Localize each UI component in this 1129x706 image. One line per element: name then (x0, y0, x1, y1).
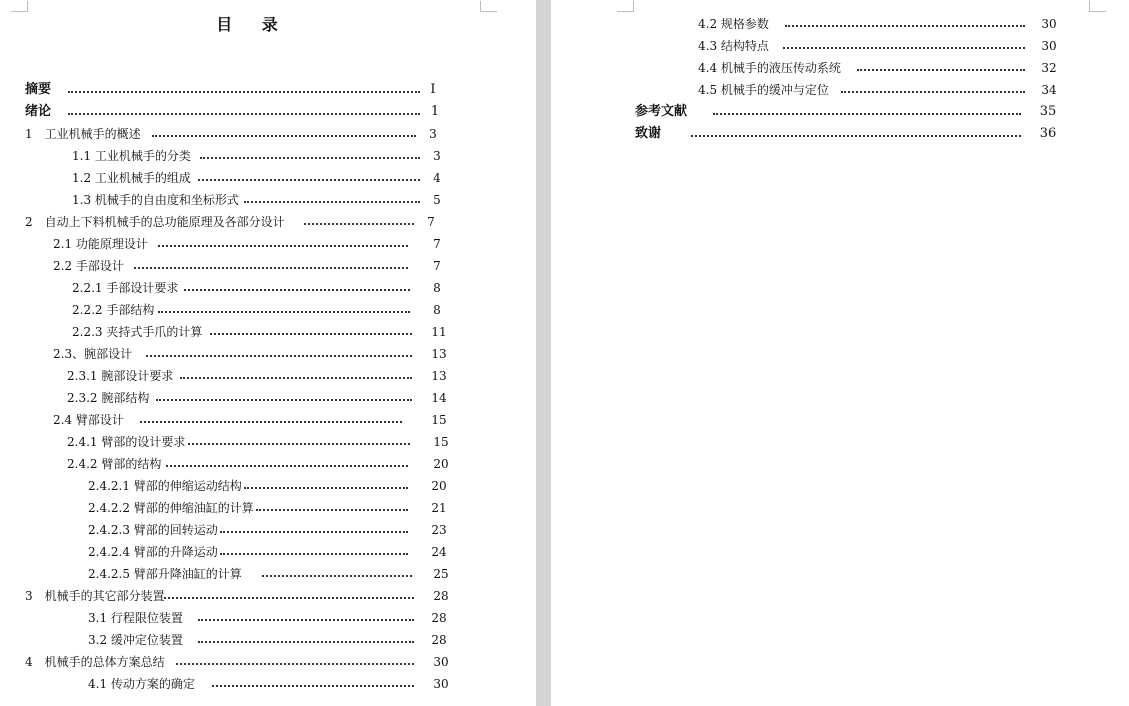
toc-dot-leader (713, 113, 1021, 115)
toc-entry[interactable] (53, 343, 454, 365)
toc-entry-page-number: 28 (433, 589, 449, 603)
toc-dot-leader (184, 289, 410, 291)
toc-entry-label: 4.4 机械手的液压传动系统 (698, 61, 841, 75)
toc-dot-leader (857, 69, 1025, 71)
toc-entry-label: 2.4.2.3 臂部的回转运动 (88, 523, 218, 537)
toc-dot-leader (68, 91, 420, 93)
toc-entry-label: 1.2 工业机械手的组成 (72, 171, 191, 185)
toc-entry[interactable] (67, 365, 454, 387)
toc-entry-page-number: I (430, 82, 436, 97)
toc-entry[interactable] (67, 453, 456, 475)
toc-entry-page-number: 7 (433, 259, 441, 273)
toc-entry-page-number: 15 (433, 435, 449, 449)
toc-entry[interactable] (25, 123, 448, 145)
toc-dot-leader (200, 157, 420, 159)
toc-entry-label: 绪论 (25, 104, 52, 119)
toc-entry[interactable] (25, 101, 450, 123)
toc-entry-page-number: 34 (1041, 83, 1057, 97)
toc-entry-label: 致谢 (635, 126, 662, 141)
toc-entry-page-number: 36 (1039, 126, 1057, 141)
toc-entry-label: 3.2 缓冲定位装置 (88, 633, 183, 647)
margin-corner-mark (480, 1, 497, 12)
toc-entry-page-number: 28 (431, 611, 447, 625)
toc-entry-page-number: 25 (433, 567, 449, 581)
toc-entry[interactable] (25, 585, 456, 607)
toc-entry-page-number: 11 (431, 325, 447, 339)
toc-dot-leader (244, 487, 408, 489)
toc-entry-page-number: 35 (1039, 104, 1057, 119)
toc-dot-leader (785, 25, 1025, 27)
toc-dot-leader (198, 179, 420, 181)
toc-entry[interactable] (635, 101, 1063, 123)
toc-entry-label: 2.2.3 夹持式手爪的计算 (72, 325, 203, 339)
toc-dot-leader (262, 575, 412, 577)
margin-corner-mark (617, 1, 634, 12)
toc-entry-label: 4 机械手的总体方案总结 (25, 655, 165, 669)
toc-entry[interactable] (72, 167, 452, 189)
margin-corner-mark (11, 1, 28, 12)
toc-entry[interactable] (698, 35, 1064, 57)
toc-dot-leader (220, 553, 408, 555)
toc-entry-label: 2.2.1 手部设计要求 (72, 281, 179, 295)
toc-entry[interactable] (88, 629, 454, 651)
toc-dot-leader (176, 663, 414, 665)
toc-dot-leader (152, 135, 416, 137)
toc-entry-page-number: 8 (433, 303, 441, 317)
toc-entry-page-number: 7 (433, 237, 441, 251)
toc-entry[interactable] (72, 321, 454, 343)
toc-entry[interactable] (25, 651, 456, 673)
toc-dot-leader (164, 597, 414, 599)
toc-entry-label: 1.3 机械手的自由度和坐标形式 (72, 193, 239, 207)
toc-dot-leader (166, 465, 408, 467)
toc-dot-leader (156, 399, 412, 401)
toc-entry-page-number: 8 (433, 281, 441, 295)
toc-dot-leader (198, 641, 414, 643)
toc-entry-page-number: 5 (433, 193, 441, 207)
toc-entry-page-number: 30 (1041, 17, 1057, 31)
toc-entry-label: 2.4.2 臂部的结构 (67, 457, 162, 471)
toc-entry[interactable] (698, 57, 1064, 79)
toc-dot-leader (140, 421, 402, 423)
margin-corner-mark (1089, 1, 1106, 12)
toc-dot-leader (841, 91, 1025, 93)
toc-dot-leader (212, 685, 414, 687)
toc-entry-label: 1 工业机械手的概述 (25, 127, 141, 141)
toc-dot-leader (256, 509, 408, 511)
toc-entry-label: 2.4.2.2 臂部的伸缩油缸的计算 (88, 501, 254, 515)
toc-entry[interactable] (698, 13, 1064, 35)
toc-entry-page-number: 15 (431, 413, 447, 427)
toc-entry[interactable] (72, 277, 452, 299)
toc-entry-page-number: 7 (427, 215, 435, 229)
toc-entry-page-number: 3 (429, 127, 437, 141)
toc-entry-label: 2.2.2 手部结构 (72, 303, 155, 317)
toc-entry-page-number: 14 (431, 391, 447, 405)
toc-entry-label: 2.3.1 腕部设计要求 (67, 369, 174, 383)
document-page-right (551, 0, 1129, 706)
toc-dot-leader (188, 443, 410, 445)
page-gutter (536, 0, 551, 706)
toc-entry[interactable] (72, 299, 452, 321)
toc-entry[interactable] (88, 607, 454, 629)
toc-entry-page-number: 20 (431, 479, 447, 493)
toc-entry[interactable] (72, 145, 452, 167)
toc-entry[interactable] (88, 475, 454, 497)
toc-entry-label: 摘要 (25, 82, 52, 97)
toc-entry-label: 2.4.2.4 臂部的升降运动 (88, 545, 218, 559)
toc-entry-page-number: 30 (433, 655, 449, 669)
toc-entry-label: 3.1 行程限位装置 (88, 611, 183, 625)
toc-entry[interactable] (698, 79, 1064, 101)
toc-entry-label: 2.2 手部设计 (53, 259, 124, 273)
toc-entry-label: 2.4.1 臂部的设计要求 (67, 435, 186, 449)
toc-dot-leader (210, 333, 412, 335)
toc-entry-label: 2.1 功能原理设计 (53, 237, 148, 251)
toc-entry-label: 2.4.2.5 臂部升降油缸的计算 (88, 567, 242, 581)
toc-entry-page-number: 20 (433, 457, 449, 471)
toc-entry[interactable] (25, 79, 448, 101)
toc-entry[interactable] (67, 431, 456, 453)
toc-entry[interactable] (53, 233, 452, 255)
toc-entry-page-number: 3 (433, 149, 441, 163)
toc-entry-label: 4.2 规格参数 (698, 17, 769, 31)
toc-entry-label: 4.5 机械手的缓冲与定位 (698, 83, 829, 97)
toc-entry-page-number: 13 (431, 347, 447, 361)
toc-entry-page-number: 30 (433, 677, 449, 691)
toc-entry-label: 1.1 工业机械手的分类 (72, 149, 191, 163)
toc-entry-label: 2.3.2 腕部结构 (67, 391, 150, 405)
toc-entry-label: 4.3 结构特点 (698, 39, 769, 53)
toc-entry-page-number: 1 (430, 104, 440, 119)
toc-entry[interactable] (53, 255, 452, 277)
toc-dot-leader (180, 377, 412, 379)
toc-entry-page-number: 4 (433, 171, 441, 185)
toc-entry-label: 3 机械手的其它部分装置 (25, 589, 165, 603)
toc-entry-page-number: 30 (1041, 39, 1057, 53)
toc-entry[interactable] (25, 211, 446, 233)
toc-entry-label: 2.4.2.1 臂部的伸缩运动结构 (88, 479, 242, 493)
toc-entry[interactable] (67, 387, 454, 409)
toc-dot-leader (158, 245, 408, 247)
toc-dot-leader (304, 223, 414, 225)
toc-entry-label: 2.4 臂部设计 (53, 413, 124, 427)
toc-entry[interactable] (88, 519, 454, 541)
toc-entry-label: 4.1 传动方案的确定 (88, 677, 195, 691)
toc-dot-leader (134, 267, 408, 269)
toc-entry-page-number: 23 (431, 523, 447, 537)
toc-dot-leader (198, 619, 414, 621)
toc-entry[interactable] (88, 541, 454, 563)
toc-dot-leader (691, 135, 1021, 137)
toc-entry-page-number: 13 (431, 369, 447, 383)
toc-entry[interactable] (88, 497, 454, 519)
toc-entry-page-number: 24 (431, 545, 447, 559)
toc-entry-page-number: 21 (431, 501, 447, 515)
toc-dot-leader (158, 311, 410, 313)
toc-entry-label: 2.3、腕部设计 (53, 347, 133, 361)
toc-entry[interactable] (88, 673, 456, 695)
toc-dot-leader (146, 355, 412, 357)
toc-dot-leader (783, 47, 1025, 49)
toc-entry-label: 参考文献 (635, 104, 688, 119)
toc-title: 目 录 (216, 15, 290, 34)
document-page-left (0, 0, 536, 706)
toc-entry-page-number: 28 (431, 633, 447, 647)
toc-entry[interactable] (53, 409, 454, 431)
toc-entry[interactable] (88, 563, 456, 585)
toc-dot-leader (244, 201, 420, 203)
toc-entry-page-number: 32 (1041, 61, 1057, 75)
toc-entry[interactable] (635, 123, 1063, 145)
toc-dot-leader (68, 113, 420, 115)
toc-entry-label: 2 自动上下料机械手的总功能原理及各部分设计 (25, 215, 285, 229)
toc-entry[interactable] (72, 189, 452, 211)
toc-dot-leader (220, 531, 408, 533)
